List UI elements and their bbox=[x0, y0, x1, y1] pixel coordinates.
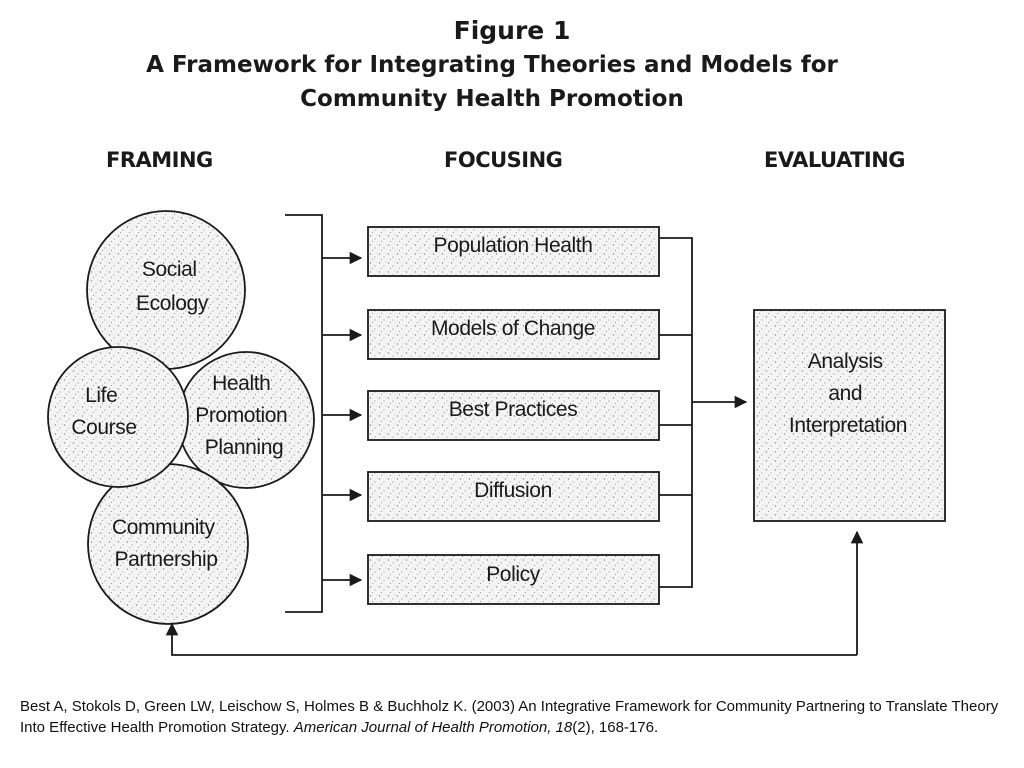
health-promotion-planning-label: Health Promotion Planning bbox=[195, 372, 288, 459]
analysis-interpretation-label: Analysis and Interpretation bbox=[788, 350, 908, 437]
figure-title-line-2: Community Health Promotion bbox=[300, 86, 684, 112]
citation-issue-pages: (2), 168-176. bbox=[572, 719, 659, 736]
diffusion-label: Diffusion bbox=[474, 479, 552, 502]
social-ecology-label: Social Ecology bbox=[136, 258, 208, 315]
life-course-label: Life Course bbox=[71, 384, 137, 439]
citation-authors-title: Best A, Stokols D, Green LW, Leischow S, Holmes B & Buchholz K. (2003) An Integrative Framework for Community Partnering to Translate Theory Into Effective Health Promotion Strategy. bbox=[20, 698, 999, 736]
evaluating-heading: EVALUATING bbox=[764, 148, 906, 172]
community-partnership-circle bbox=[88, 464, 248, 624]
citation bbox=[20, 696, 1005, 738]
framing-heading: FRAMING bbox=[106, 148, 213, 172]
focusing-bracket bbox=[659, 238, 692, 587]
focusing-heading: FOCUSING bbox=[444, 148, 563, 172]
best-practices-label: Best Practices bbox=[448, 398, 578, 421]
policy-label: Policy bbox=[486, 563, 540, 586]
social-ecology-circle bbox=[87, 211, 245, 369]
citation-journal: American Journal of Health Promotion, 18 bbox=[293, 719, 573, 736]
population-health-label: Population Health bbox=[433, 234, 593, 257]
models-of-change-label: Models of Change bbox=[430, 317, 596, 340]
figure-label: Figure 1 bbox=[453, 16, 571, 45]
feedback-arrow-to-framing bbox=[172, 624, 857, 655]
figure-title-line-1: A Framework for Integrating Theories and Models for bbox=[146, 52, 838, 78]
community-partnership-label: Community Partnership bbox=[111, 516, 218, 571]
